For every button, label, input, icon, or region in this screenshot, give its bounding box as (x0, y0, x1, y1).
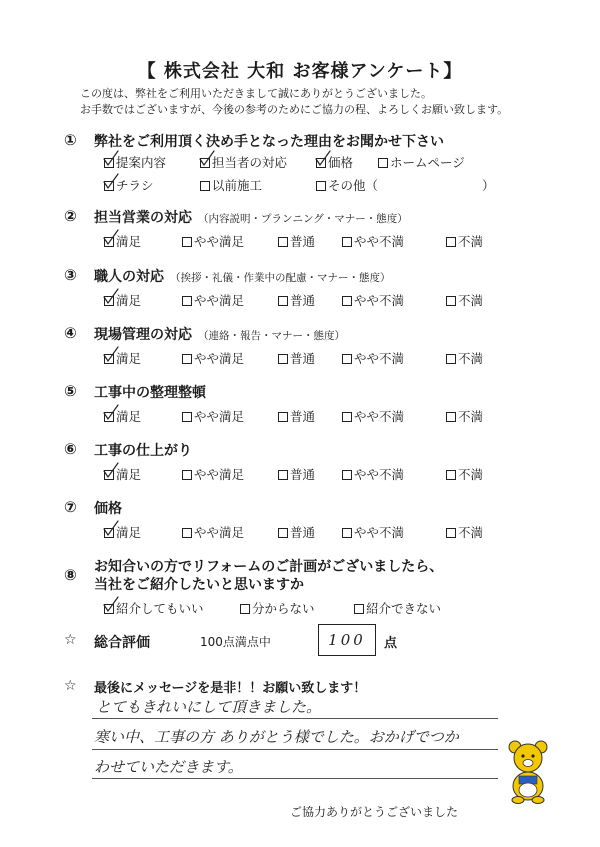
rating-option-5-1[interactable] (104, 407, 141, 425)
checkbox[interactable] (278, 470, 288, 480)
question-title-text: 価格 (94, 501, 122, 517)
option-label: 不満 (458, 293, 484, 308)
rating-option-5-5[interactable] (446, 407, 483, 425)
rating-option-3-4[interactable] (342, 291, 404, 309)
option-label: 普通 (290, 467, 316, 482)
option-label: 提案内容 (116, 155, 167, 170)
option-label: 普通 (290, 351, 316, 366)
rating-option-6-5[interactable] (446, 465, 483, 483)
checkbox[interactable] (240, 604, 250, 614)
question-title-text: 工事の仕上がり (94, 443, 192, 459)
rating-option-7-4[interactable] (342, 523, 404, 541)
option-label: やや不満 (354, 293, 405, 308)
option-label: 価格 (328, 155, 354, 170)
checkbox[interactable] (342, 296, 352, 306)
checkbox[interactable] (182, 296, 192, 306)
question-subtitle: （連絡・報告・マナー・態度） (198, 330, 345, 342)
question-subtitle: （内容説明・プランニング・マナー・態度） (198, 213, 408, 225)
checked-checkbox[interactable] (104, 604, 114, 614)
checkbox[interactable] (446, 470, 456, 480)
q8-title-line-2: 当社をご紹介したいと思いますか (94, 577, 304, 593)
option-label: 満足 (116, 525, 142, 540)
checkbox[interactable] (200, 181, 210, 191)
checkbox[interactable] (446, 412, 456, 422)
overall-unit: 点 (384, 636, 398, 651)
option-label: 担当者の対応 (212, 155, 288, 170)
q1-option-1[interactable] (104, 153, 166, 171)
rating-option-6-3[interactable] (278, 465, 315, 483)
q1-number: ① (64, 131, 77, 149)
overall-label: 総合評価 (94, 635, 150, 651)
checked-checkbox[interactable] (104, 470, 114, 480)
option-label: チラシ (116, 178, 154, 193)
question-number: ② (64, 207, 77, 225)
option-label: 満足 (116, 351, 142, 366)
question-title-text: 担当営業の対応 (94, 210, 192, 226)
intro-line-1: この度は、弊社をご利用いただきまして誠にありがとうございました。 (80, 87, 432, 100)
footer-thanks: ご協力ありがとうございました (290, 805, 459, 819)
checkbox[interactable] (278, 296, 288, 306)
checkbox[interactable] (182, 528, 192, 538)
q8-option-3[interactable] (354, 599, 441, 617)
question-number: ⑤ (64, 382, 77, 400)
option-label: やや満足 (194, 293, 245, 308)
option-label: やや満足 (194, 351, 245, 366)
question-number: ④ (64, 324, 77, 342)
rating-option-4-1[interactable] (104, 349, 141, 367)
rating-option-2-2[interactable] (182, 232, 244, 250)
checked-checkbox[interactable] (104, 158, 114, 168)
question-title (94, 498, 122, 518)
checked-checkbox[interactable] (104, 528, 114, 538)
question-number: ⑥ (64, 440, 77, 458)
option-label: 普通 (290, 525, 316, 540)
option-label: やや満足 (194, 409, 245, 424)
rating-option-4-3[interactable] (278, 349, 315, 367)
option-label: 不満 (458, 467, 484, 482)
option-label: やや満足 (194, 467, 245, 482)
option-label: やや満足 (194, 525, 245, 540)
checkbox[interactable] (446, 354, 456, 364)
option-label: 以前施工 (212, 178, 263, 193)
q1-option-7[interactable] (316, 176, 378, 194)
option-label: 紹介してもいい (116, 601, 204, 616)
checked-checkbox[interactable] (104, 412, 114, 422)
checkbox[interactable] (342, 237, 352, 247)
rating-option-7-3[interactable] (278, 523, 315, 541)
question-subtitle: （挨拶・礼儀・作業中の配慮・マナー・態度） (170, 272, 391, 284)
option-label: 満足 (116, 409, 142, 424)
rating-option-2-3[interactable] (278, 232, 315, 250)
option-label: 不満 (458, 525, 484, 540)
rating-option-7-1[interactable] (104, 523, 141, 541)
option-label: 不満 (458, 351, 484, 366)
survey-title: 【 株式会社 大和 お客様アンケート】 (137, 61, 463, 82)
option-label: 普通 (290, 293, 316, 308)
message-rule-1 (92, 718, 498, 719)
checkbox[interactable] (446, 296, 456, 306)
option-label: 普通 (290, 409, 316, 424)
checkbox[interactable] (182, 237, 192, 247)
checkbox[interactable] (278, 354, 288, 364)
q1-option-2[interactable] (200, 153, 287, 171)
rating-option-6-4[interactable] (342, 465, 404, 483)
checkbox[interactable] (354, 604, 364, 614)
rating-option-7-2[interactable] (182, 523, 244, 541)
option-label: 不満 (458, 234, 484, 249)
question-title-text: 現場管理の対応 (94, 327, 192, 343)
checkbox[interactable] (378, 158, 388, 168)
q1-option-4[interactable] (378, 153, 465, 171)
option-label: やや不満 (354, 525, 405, 540)
option-label: 普通 (290, 234, 316, 249)
rating-option-3-1[interactable] (104, 291, 141, 309)
bear-mascot-icon (506, 738, 550, 804)
intro-line-2: お手数ではございますが、今後の参考のためにご協力の程、よろしくお願い致します。 (80, 103, 509, 116)
checkbox[interactable] (446, 528, 456, 538)
option-label: 不満 (458, 409, 484, 424)
checkbox[interactable] (278, 412, 288, 422)
question-title (94, 324, 345, 344)
option-label: やや不満 (354, 409, 405, 424)
q8-number: ⑧ (64, 566, 77, 584)
rating-option-5-3[interactable] (278, 407, 315, 425)
question-title (94, 382, 206, 402)
option-label: その他（ (328, 178, 379, 193)
checked-checkbox[interactable] (104, 237, 114, 247)
rating-option-6-2[interactable] (182, 465, 244, 483)
rating-option-4-4[interactable] (342, 349, 404, 367)
rating-option-4-5[interactable] (446, 349, 483, 367)
checkbox[interactable] (342, 354, 352, 364)
checked-checkbox[interactable] (104, 181, 114, 191)
q1-option-6[interactable] (200, 176, 262, 194)
checkbox[interactable] (182, 354, 192, 364)
checkbox[interactable] (446, 237, 456, 247)
rating-option-3-5[interactable] (446, 291, 483, 309)
question-title (94, 207, 408, 227)
checked-checkbox[interactable] (104, 354, 114, 364)
question-number: ⑦ (64, 498, 77, 516)
q8-title-line-1: お知合いの方でリフォームのご計画がございましたら、 (94, 559, 444, 575)
overall-scale: 100点満点中 (200, 635, 271, 649)
rating-option-6-1[interactable] (104, 465, 141, 483)
question-title-text: 職人の対応 (94, 269, 164, 285)
option-label: やや満足 (194, 234, 245, 249)
option-label: やや不満 (354, 351, 405, 366)
message-rule-2 (92, 749, 498, 750)
q8-option-2[interactable] (240, 599, 315, 617)
rating-option-5-4[interactable] (342, 407, 404, 425)
option-label: 紹介できない (366, 601, 442, 616)
rating-option-3-2[interactable] (182, 291, 244, 309)
q8-option-1[interactable] (104, 599, 204, 617)
rating-option-3-3[interactable] (278, 291, 315, 309)
q1-option-5[interactable] (104, 176, 154, 194)
message-rule-3 (92, 778, 498, 779)
checkbox[interactable] (278, 237, 288, 247)
checkbox[interactable] (342, 470, 352, 480)
question-title-text: 工事中の整理整頓 (94, 385, 206, 401)
question-title (94, 266, 391, 286)
message-line-1[interactable]: とてもきれいにして頂きました。 (96, 698, 322, 716)
rating-option-2-1[interactable] (104, 232, 141, 250)
checked-checkbox[interactable] (316, 158, 326, 168)
option-label: 満足 (116, 293, 142, 308)
q1-title: 弊社をご利用頂く決め手となった理由をお聞かせ下さい (94, 134, 444, 150)
rating-option-2-5[interactable] (446, 232, 483, 250)
option-label: やや不満 (354, 467, 405, 482)
option-label: やや不満 (354, 234, 405, 249)
overall-star: ☆ (64, 632, 77, 648)
q1-option-3[interactable] (316, 153, 353, 171)
checkbox[interactable] (316, 181, 326, 191)
rating-option-2-4[interactable] (342, 232, 404, 250)
option-label: 満足 (116, 467, 142, 482)
option-label: 満足 (116, 234, 142, 249)
checkbox[interactable] (342, 528, 352, 538)
message-line-2[interactable]: 寒い中、工事の方 ありがとう様でした。おかげでつか (94, 728, 459, 746)
overall-score[interactable]: 100 (318, 624, 376, 656)
checked-checkbox[interactable] (200, 158, 210, 168)
checkbox[interactable] (182, 412, 192, 422)
rating-option-4-2[interactable] (182, 349, 244, 367)
rating-option-5-2[interactable] (182, 407, 244, 425)
option-label: 分からない (252, 601, 315, 616)
question-title (94, 440, 192, 460)
message-star: ☆ (64, 678, 77, 694)
message-line-3[interactable]: わせていただきます。 (94, 758, 243, 776)
checked-checkbox[interactable] (104, 296, 114, 306)
rating-option-7-5[interactable] (446, 523, 483, 541)
checkbox[interactable] (278, 528, 288, 538)
option-label: ホームページ (390, 155, 465, 170)
q1-other-close-paren: ） (482, 178, 495, 193)
question-number: ③ (64, 266, 77, 284)
message-prompt: 最後にメッセージを是非！！お願い致します！ (94, 681, 367, 696)
checkbox[interactable] (342, 412, 352, 422)
checkbox[interactable] (182, 470, 192, 480)
